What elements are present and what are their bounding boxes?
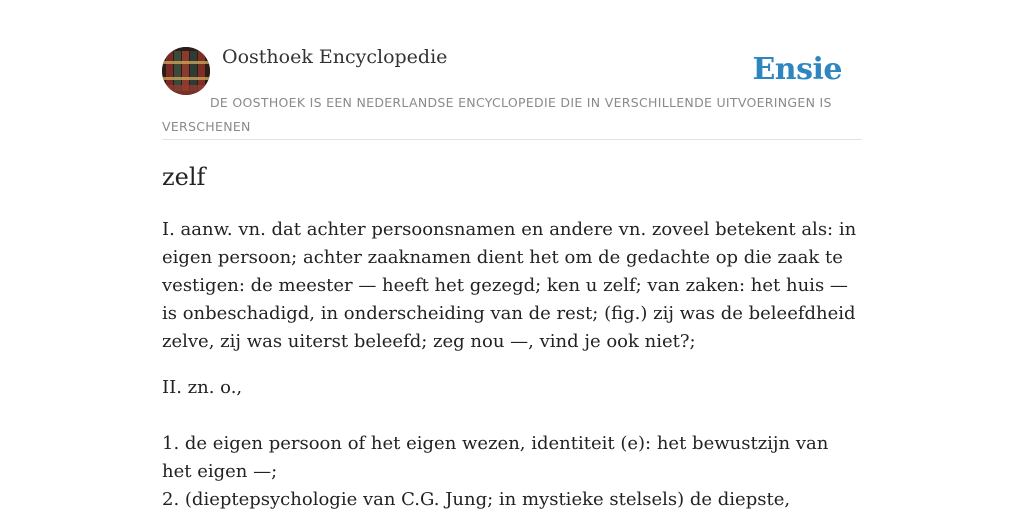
header-divider: [162, 139, 862, 140]
ensie-logo-link[interactable]: Ensie: [752, 52, 842, 87]
entry-content: [162, 216, 862, 514]
entry-sense-2: II. zn. o.,: [162, 377, 243, 398]
site-title-link[interactable]: Oosthoek Encyclopedie: [222, 46, 448, 68]
entry-item: 2. (dieptepsychologie van C.G. Jung; in mystieke stelsels) de diepste,: [162, 489, 791, 510]
site-tagline: DE OOSTHOEK IS EEN NEDERLANDSE ENCYCLOPEDIE DIE IN VERSCHILLENDE UITVOERINGEN IS VERSCHENEN: [162, 95, 832, 134]
entry-sense-1: I. aanw. vn. dat achter persoonsnamen en andere vn. zoveel betekent als: in eigen persoon; achter zaaknamen dient het om de gedachte op die zaak te vestigen: de meester — heeft het gezegd; ken u zelf; van zaken: het huis — is onbeschadigd, in onderscheiding van de rest; (fig.) zij was de beleefdheid zelve, zij was uiterst beleefd; zeg nou —, vind je ook niet?;: [162, 219, 857, 352]
entry-headword: zelf: [162, 163, 206, 191]
entry-item: 1. de eigen persoon of het eigen wezen, identiteit (e): het bewustzijn van het eigen —;: [162, 433, 829, 482]
encyclopedia-books-icon[interactable]: [162, 47, 210, 95]
